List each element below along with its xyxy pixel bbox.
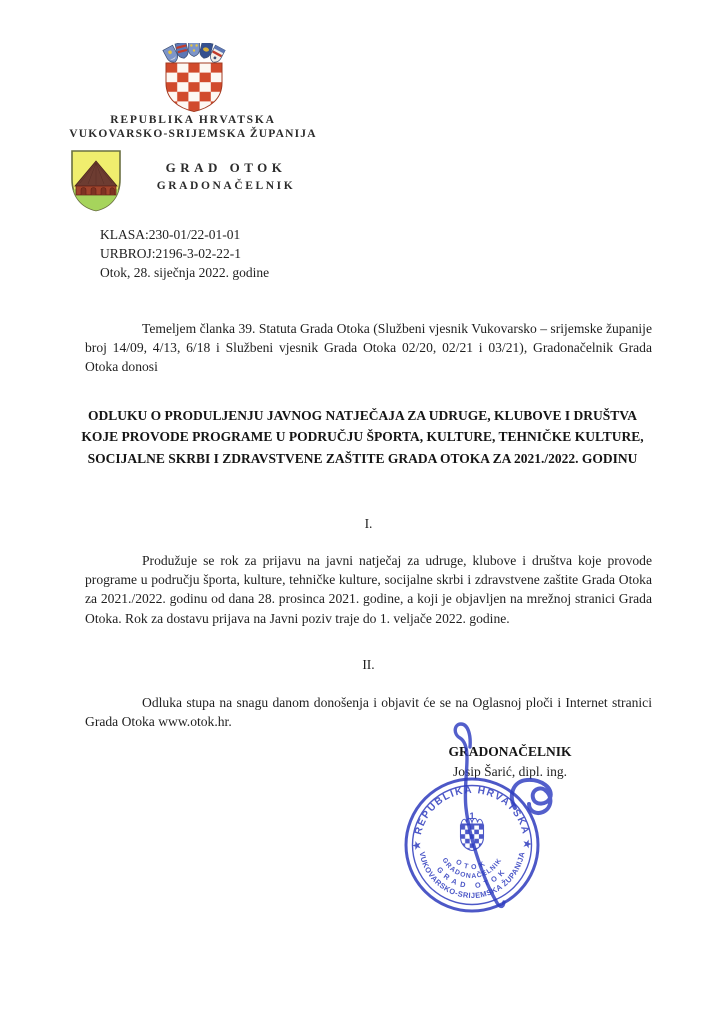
section-1-paragraph: Produžuje se rok za prijavu na javni natječaj za udruge, klubove i društva koje provode programe u području športa, kulture, tehničke kulture, socijalne skrbi i zdravstvene zaštite Grada Otoka za 2021./2022. godinu od dana 28. prosinca 2021. godine, a koji je objavljen na mrežnoj stranici Grada Otoka. Rok za dostavu prijava na Javni poziv traje do 1. veljače 2022. godine. bbox=[85, 553, 652, 626]
signature-role: GRADONAČELNIK bbox=[448, 744, 572, 759]
klasa-line: KLASA:230-01/22-01-01 bbox=[100, 227, 241, 242]
section-2-paragraph: Odluka stupa na snagu danom donošenja i objavit će se na Oglasnoj ploči i Internet stranici Grada Otoka www.otok.hr. bbox=[85, 695, 652, 730]
otok-city-crest-icon bbox=[70, 149, 122, 213]
stamp-ring-top-text: ★ REPUBLIKA HRVATSKA ★ bbox=[411, 784, 533, 851]
stamp-ring-bottom-text: VUKOVARSKO-SRIJEMSKA ŽUPANIJA bbox=[417, 850, 527, 901]
handwritten-signature-icon bbox=[425, 695, 590, 935]
stamp-inner-arc-1: OTOK bbox=[454, 858, 490, 872]
urbroj-line: URBROJ:2196-3-02-22-1 bbox=[100, 246, 241, 262]
section-1-numeral: I. bbox=[364, 516, 373, 531]
document-meta bbox=[100, 225, 269, 283]
header-county: VUKOVARSKO-SRIJEMSKA ŽUPANIJA bbox=[69, 128, 317, 140]
place-date-line: Otok, 28. siječnja 2022. godine bbox=[100, 265, 270, 281]
stamp-inner-arc-3: GRAD OTOK bbox=[434, 865, 510, 891]
header-country: REPUBLIKA HRVATSKA bbox=[110, 114, 276, 126]
signature-name: Josip Šarić, dipl. ing. bbox=[453, 764, 567, 779]
stamp-number: 1 bbox=[469, 811, 475, 822]
stamp-inner-arc-2: GRADONAČELNIK bbox=[440, 856, 504, 881]
preamble-paragraph: Temeljem članka 39. Statuta Grada Otoka (Službeni vjesnik Vukovarsko – srijemske županije broj 14/09, 4/13, 6/18 i Službeni vjesnik Grada Otoka 02/20, 02/21 i 03/21), Gradonačelnik Grada Otoka donosi bbox=[85, 321, 652, 374]
decision-title: ODLUKU O PRODULJENJU JAVNOG NATJEČAJA ZA UDRUGE, KLUBOVE I DRUŠTVA KOJE PROVODE PROGRAME U PODRUČJU ŠPORTA, KULTURE, TEHNIČKE KULTURE, SOCIJALNE SKRBI I ZDRAVSTVENE ZAŠTITE GRADA OTOKA ZA 2021./2022. GODINU bbox=[81, 408, 644, 466]
croatia-coat-of-arms-icon bbox=[160, 43, 228, 113]
header-city: GRAD OTOK bbox=[165, 160, 287, 175]
header-office: GRADONAČELNIK bbox=[156, 180, 296, 192]
section-2-numeral: II. bbox=[362, 657, 375, 672]
